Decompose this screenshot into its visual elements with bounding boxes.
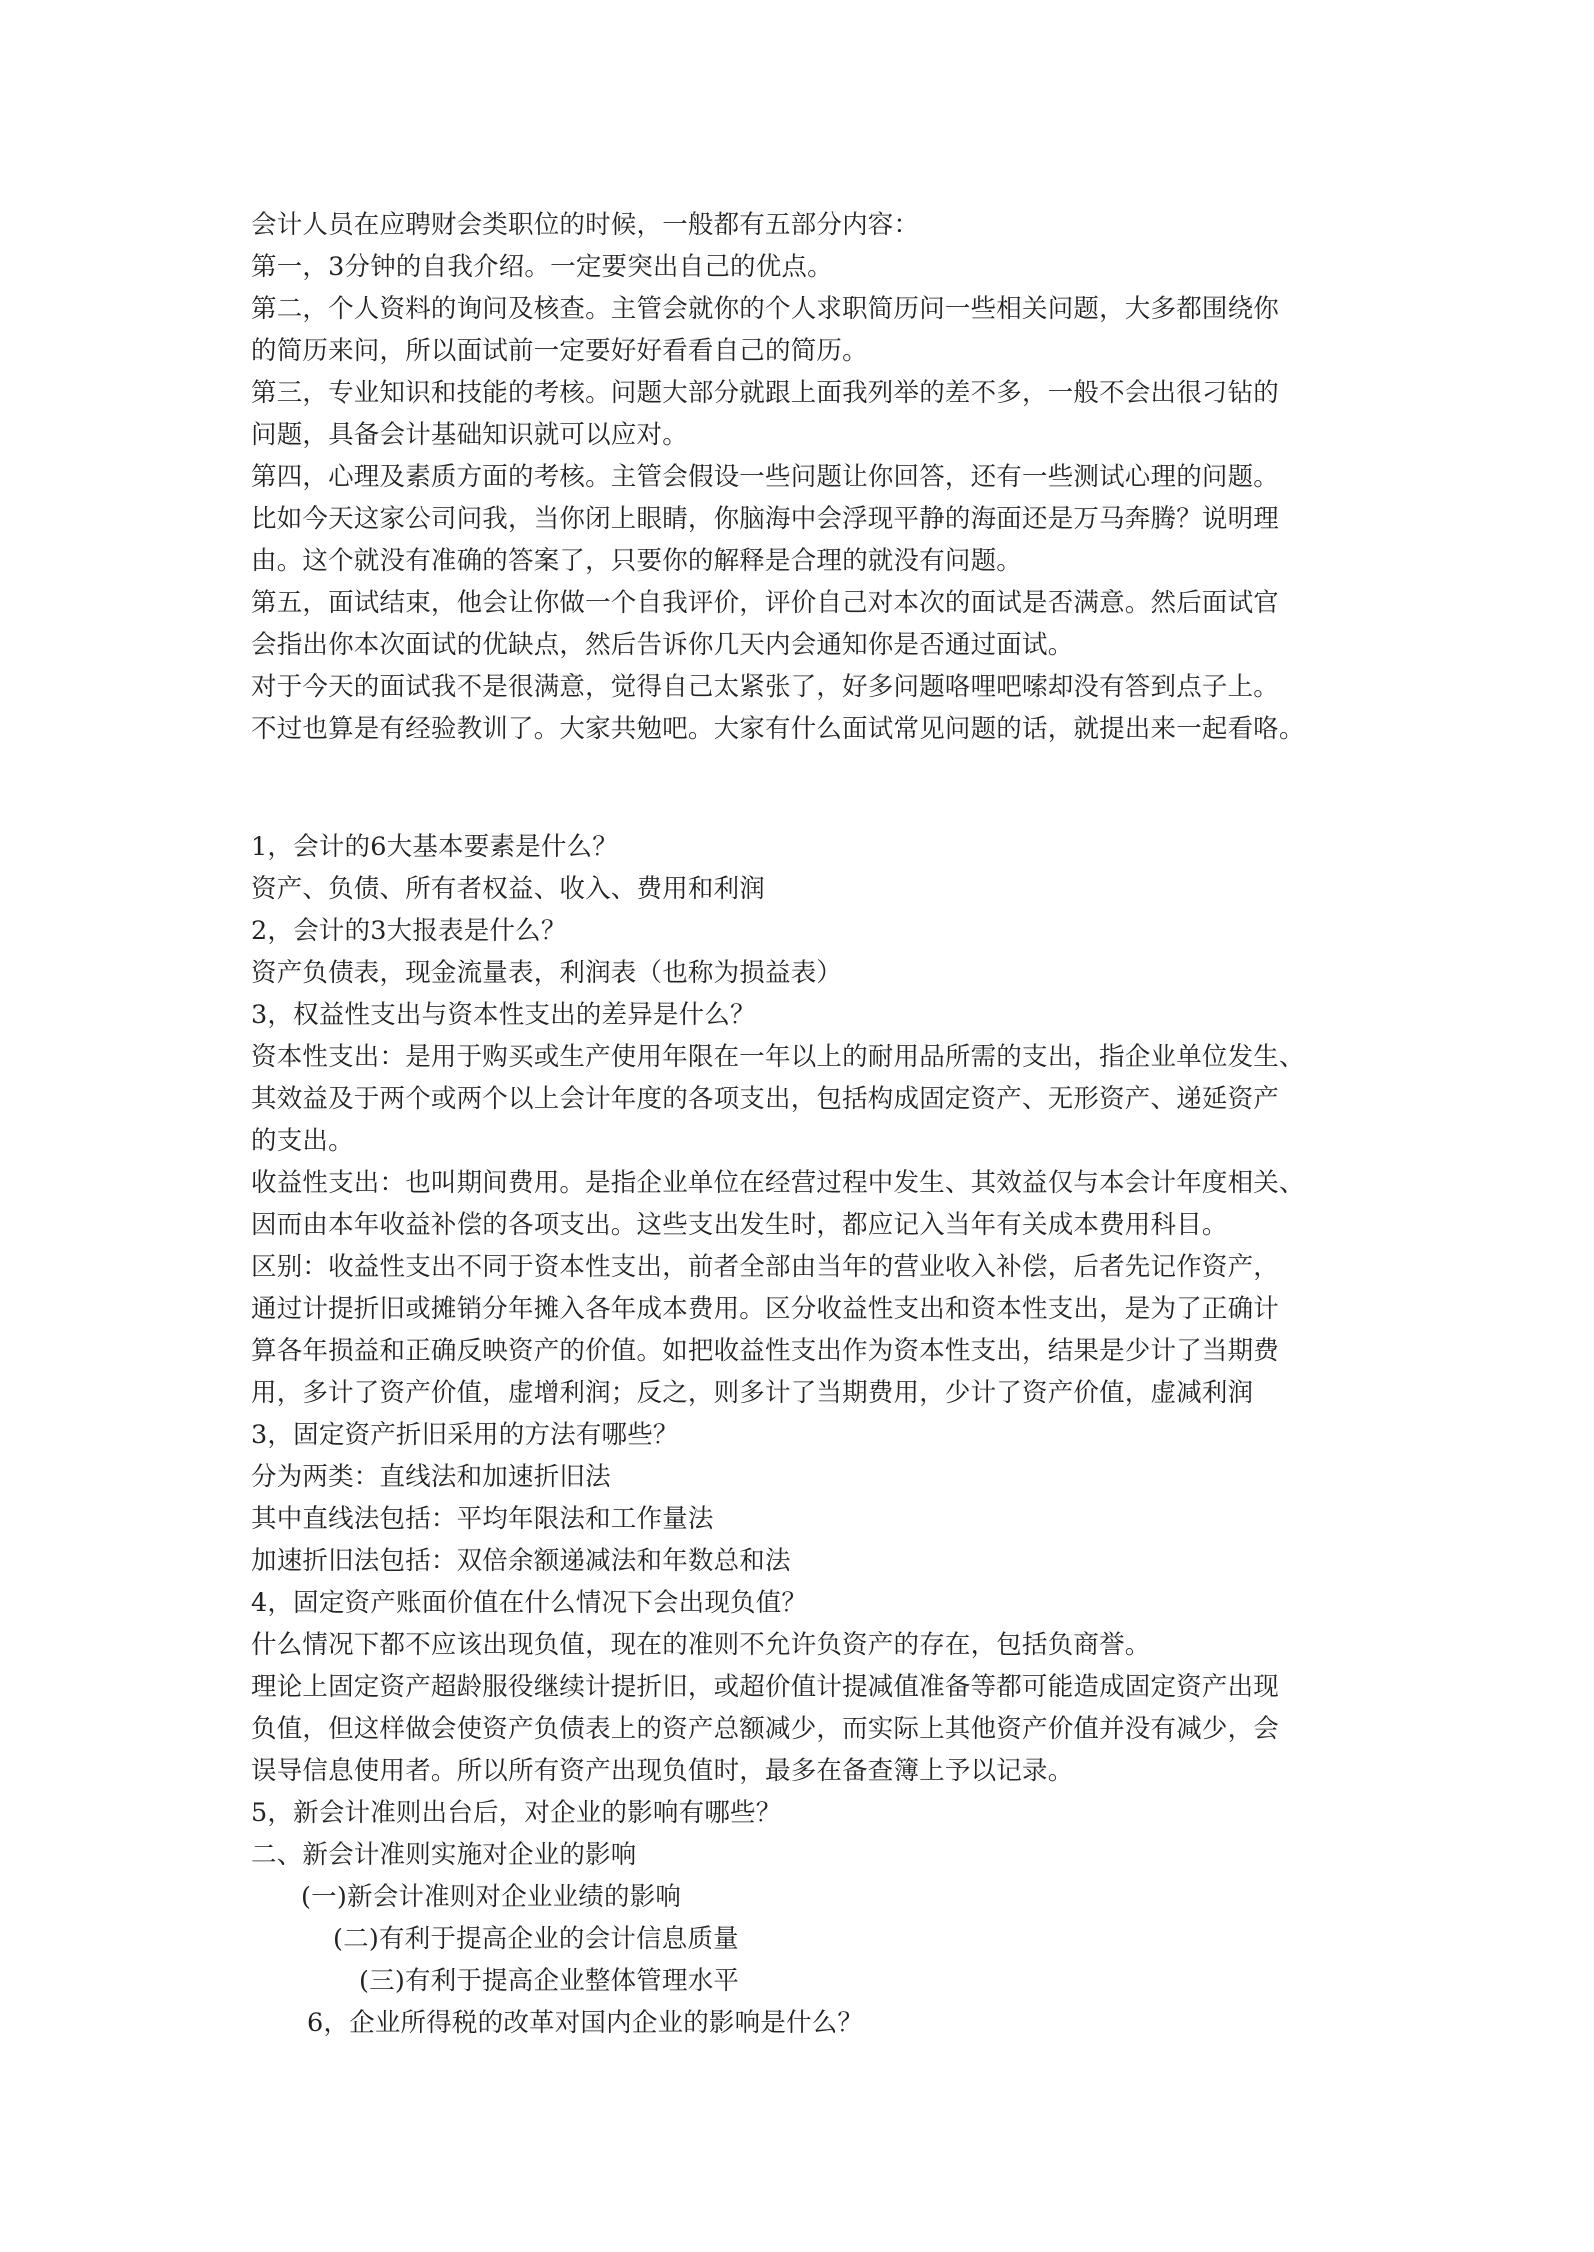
intro-line: 第五，面试结束，他会让你做一个自我评价，评价自己对本次的面试是否满意。然后面试官 [251, 588, 1280, 618]
answer-line: 误导信息使用者。所以所有资产出现负值时，最多在备查簿上予以记录。 [251, 1756, 1074, 1786]
intro-line: 比如今天这家公司问我，当你闭上眼睛，你脑海中会浮现平静的海面还是万马奔腾？说明理 [251, 504, 1280, 534]
answer-line: 收益性支出：也叫期间费用。是指企业单位在经营过程中发生、其效益仅与本会计年度相关、 [251, 1168, 1305, 1198]
answer-line: 其效益及于两个或两个以上会计年度的各项支出，包括构成固定资产、无形资产、递延资产 [251, 1084, 1280, 1114]
intro-line: 的简历来问，所以面试前一定要好好看看自己的简历。 [251, 336, 868, 366]
answer-line: 区别：收益性支出不同于资本性支出，前者全部由当年的营业收入补偿，后者先记作资产， [251, 1252, 1280, 1282]
intro-line: 第一，3分钟的自我介绍。一定要突出自己的优点。 [251, 252, 833, 282]
intro-line: 第三，专业知识和技能的考核。问题大部分就跟上面我列举的差不多，一般不会出很刁钻的 [251, 378, 1280, 408]
answer-line: 因而由本年收益补偿的各项支出。这些支出发生时，都应记入当年有关成本费用科目。 [251, 1210, 1228, 1240]
answer-line: 资本性支出：是用于购买或生产使用年限在一年以上的耐用品所需的支出，指企业单位发生、 [251, 1042, 1305, 1072]
answer-line: 资产、负债、所有者权益、收入、费用和利润 [251, 874, 766, 904]
question-line: 3，权益性支出与资本性支出的差异是什么？ [251, 1000, 756, 1030]
answer-line: 加速折旧法包括：双倍余额递减法和年数总和法 [251, 1546, 791, 1576]
question-line: 1，会计的6大基本要素是什么？ [251, 832, 618, 862]
answer-subitem: (三)有利于提高企业整体管理水平 [359, 1966, 740, 1996]
intro-line: 会计人员在应聘财会类职位的时候，一般都有五部分内容： [251, 210, 920, 240]
answer-subitem: (二)有利于提高企业的会计信息质量 [333, 1924, 739, 1954]
intro-line: 会指出你本次面试的优缺点，然后告诉你几天内会通知你是否通过面试。 [251, 630, 1074, 660]
question-line: 2，会计的3大报表是什么？ [251, 916, 567, 946]
intro-line: 问题，具备会计基础知识就可以应对。 [251, 420, 688, 450]
intro-line: 对于今天的面试我不是很满意，觉得自己太紧张了，好多问题咯哩吧嗦却没有答到点子上。 [251, 672, 1280, 702]
intro-line: 不过也算是有经验教训了。大家共勉吧。大家有什么面试常见问题的话，就提出来一起看咯。 [251, 714, 1305, 744]
answer-line: 负值，但这样做会使资产负债表上的资产总额减少，而实际上其他资产价值并没有减少，会 [251, 1714, 1280, 1744]
qa-section [251, 826, 1376, 2044]
answer-heading: 二、新会计准则实施对企业的影响 [251, 1840, 637, 1870]
answer-line: 什么情况下都不应该出现负值，现在的准则不允许负资产的存在，包括负商誉。 [251, 1630, 1151, 1660]
answer-line: 资产负债表，现金流量表，利润表（也称为损益表） [251, 958, 843, 988]
answer-line: 用，多计了资产价值，虚增利润；反之，则多计了当期费用，少计了资产价值，虚减利润 [251, 1378, 1254, 1408]
answer-line: 通过计提折旧或摊销分年摊入各年成本费用。区分收益性支出和资本性支出，是为了正确计 [251, 1294, 1280, 1324]
intro-line: 第四，心理及素质方面的考核。主管会假设一些问题让你回答，还有一些测试心理的问题。 [251, 462, 1280, 492]
question-line: 4，固定资产账面价值在什么情况下会出现负值？ [251, 1588, 808, 1618]
question-line: 3，固定资产折旧采用的方法有哪些？ [251, 1420, 679, 1450]
intro-section [251, 204, 1376, 750]
answer-line: 分为两类：直线法和加速折旧法 [251, 1462, 611, 1492]
answer-line: 理论上固定资产超龄服役继续计提折旧，或超价值计提减值准备等都可能造成固定资产出现 [251, 1672, 1280, 1702]
intro-line: 第二，个人资料的询问及核查。主管会就你的个人求职简历问一些相关问题，大多都围绕你 [251, 294, 1280, 324]
answer-subitem: (一)新会计准则对企业业绩的影响 [301, 1882, 682, 1912]
answer-line: 的支出。 [251, 1126, 354, 1156]
question-line: 5，新会计准则出台后，对企业的影响有哪些？ [251, 1798, 782, 1828]
intro-line: 由。这个就没有准确的答案了，只要你的解释是合理的就没有问题。 [251, 546, 1023, 576]
answer-line: 算各年损益和正确反映资产的价值。如把收益性支出作为资本性支出，结果是少计了当期费 [251, 1336, 1280, 1366]
question-line: 6，企业所得税的改革对国内企业的影响是什么？ [307, 2008, 864, 2038]
answer-line: 其中直线法包括：平均年限法和工作量法 [251, 1504, 714, 1534]
